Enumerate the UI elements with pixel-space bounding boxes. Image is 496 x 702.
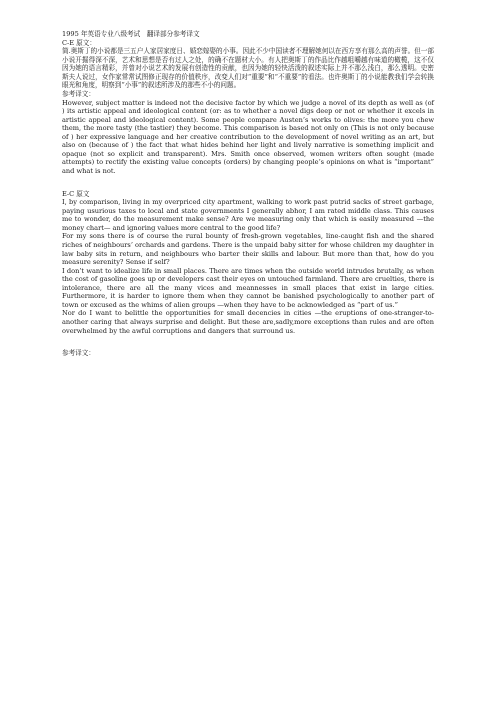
section-spacer [62, 335, 434, 349]
ec-paragraph-2: For my sons there is of course the rural bounty of fresh-grown vegetables, line-caught fish and the shared riches of neighbours’ orchards and gardens. There is the unpaid baby sitter for whose children my daughter in law baby sits in return, and neighbours who barter their skills and labour. But more than that, how do you measure serenity? Sense if self? [62, 232, 434, 267]
ce-reference-translation: However, subject matter is indeed not the decisive factor by which we judge a novel of its depth as well as (of ) its artistic appeal and ideological content (or: as to whether a novel digs deep or not or whether it excels in artistic appeal and ideological content). Some people compare Austen’s works to olives: the more you chew them, the more tasty (the tastier) they become. This comparison is based not only on (This is not only because of ) her expressive language and her creative contribution to the development of novel writing as an art, but also on (because of ) the fact that what hides behind her light and lively narrative is something implicit and opaque (not so explicit and transparent). Mrs. Smith once observed, women writers often sought (made attempts) to rectify the existing value concepts (orders) by changing people’s opinions on what is “important” and what is not. [62, 98, 434, 175]
ec-reference-heading: 参考译文： [62, 349, 95, 358]
ce-reference-heading: 参考译文： [62, 89, 95, 98]
ce-source-text: 简.奥斯丁的小说都是三五户人家居家度日、婚恋嫁娶的小事。因此不少中国读者不理解她何以在西方享有那么高的声誉。但一部小说开掘得深不深，艺术和思想是否有过人之处，的确不在题材大小。有人把奥斯丁的作品比作越咀嚼越有味道的橄榄，这不仅因为她的语言精彩，并曾对小说艺术的发展有创造性的贡献，也因为她的轻快活泼的叙述实际上并不那么浅白，那么透明。史密斯夫人说过，女作家常常试图修正现存的价值秩序，改变人们对“重要”和“不重要”的看法。也许奥斯丁的小说能教我们学会转换眼光和角度，明察到“小事”的叙述所涉及的那些不小的问题。 [62, 47, 434, 90]
ec-paragraph-1: I, by comparison, living in my overpriced city apartment, walking to work past putrid sacks of street garbage, paying usurious taxes to local and state governments I generally abhor, I am rated middle class. This causes me to wonder, do the measurement make sense? Are we measuring only that which is easily measured —the money chart— and ignoring values more central to the good life? [62, 198, 434, 232]
ec-paragraph-4: Nor do I want to belittle the opportunities for small decencies in cities —the eruptions of one-stranger-to-another caring that always surprise and delight. But these are,sadly,more exceptions than rules and are often overwhelmed by the awful corruptions and dangers that surround us. [62, 309, 434, 335]
document-title: 1995 年英语专业八级考试 翻译部分参考译文 [62, 30, 200, 38]
ce-heading: C-E 原文： [62, 38, 96, 47]
ec-paragraph-3: I don’t want to idealize life in small places. There are times when the outside world intrudes brutally, as when the cost of gasoline goes up or developers cast their eyes on untouched farmland. There are cruelties, there is intolerance, there are all the many vices and meannesses in small places that exist in large cities. Furthermore, it is harder to ignore them when they cannot be banished psychologically to another part of town or excused as the whims of alien groups —when they have to be acknowledged as “part of us.” [62, 266, 434, 309]
section-spacer [62, 176, 434, 190]
ec-heading: E-C 原文 [62, 189, 90, 198]
